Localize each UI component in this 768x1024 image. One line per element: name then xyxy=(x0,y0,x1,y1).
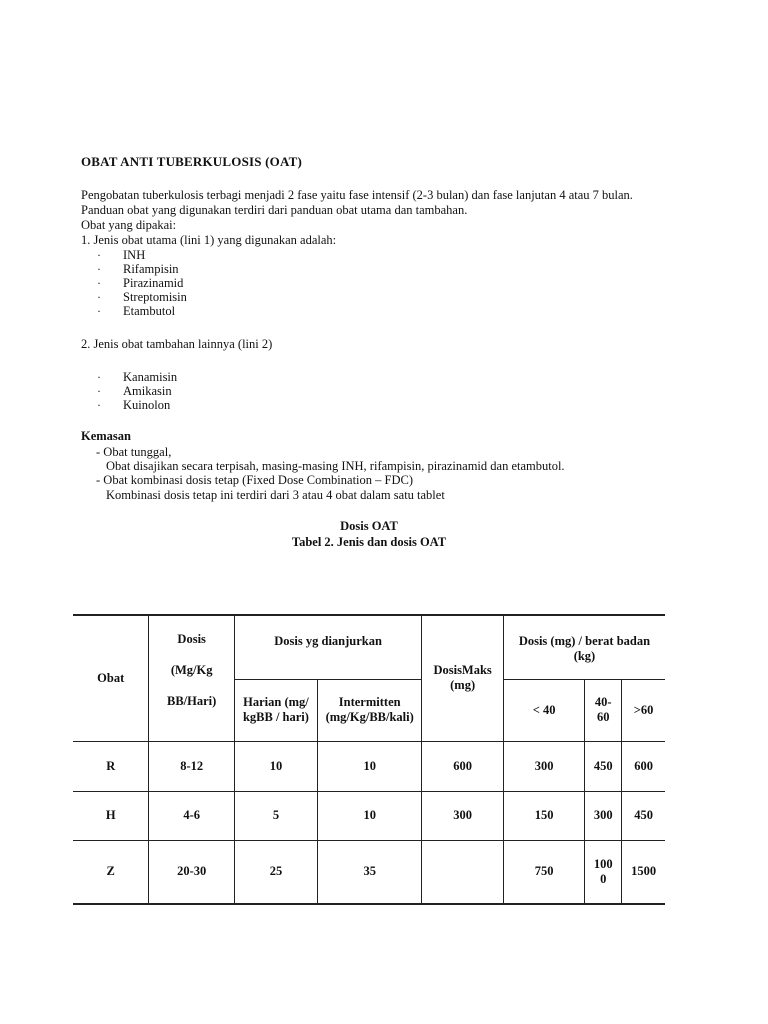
cell-harian: 10 xyxy=(234,741,317,791)
cell-dosis: 8-12 xyxy=(149,741,234,791)
list2-item: Kanamisin xyxy=(123,370,178,384)
list1-item: Streptomisin xyxy=(123,290,187,304)
header-bb-40-60: 40- 60 xyxy=(585,679,622,741)
table-caption-2: Tabel 2. Jenis dan dosis OAT xyxy=(291,535,447,549)
cell-bb2: 450 xyxy=(585,741,622,791)
list1-bullet: · xyxy=(97,248,101,262)
list1-item: Pirazinamid xyxy=(123,276,184,290)
intro-line-3: Obat yang dipakai: xyxy=(81,218,177,232)
header-harian: Harian (mg/ kgBB / hari) xyxy=(234,679,317,741)
intro-line-1: Pengobatan tuberkulosis terbagi menjadi 2 fase yaitu fase intensif (2-3 bulan) dan fase lanjutan 4 atau 7 bulan. xyxy=(81,188,633,202)
table-row xyxy=(73,791,665,840)
cell-intermitten: 10 xyxy=(318,741,422,791)
document-title: OBAT ANTI TUBERKULOSIS (OAT) xyxy=(81,154,303,169)
dose-table xyxy=(73,614,665,905)
table-row xyxy=(73,741,665,791)
list2-heading: 2. Jenis obat tambahan lainnya (lini 2) xyxy=(81,337,273,351)
header-dianjurkan: Dosis yg dianjurkan xyxy=(234,615,421,679)
header-intermitten: Intermitten (mg/Kg/BB/kali) xyxy=(318,679,422,741)
cell-bb1: 750 xyxy=(503,840,584,904)
table-caption-1: Dosis OAT xyxy=(340,519,398,533)
header-dosis-line: (Mg/Kg xyxy=(170,662,213,677)
list1-bullet: · xyxy=(97,290,101,304)
cell-obat: H xyxy=(73,791,149,840)
header-obat: Obat xyxy=(73,615,149,741)
list2-item: Amikasin xyxy=(123,384,172,398)
list1-item: Rifampisin xyxy=(123,262,179,276)
intro-line-2: Panduan obat yang digunakan terdiri dari panduan obat utama dan tambahan. xyxy=(81,203,468,217)
cell-harian: 25 xyxy=(234,840,317,904)
kemasan-item-1-desc: Obat disajikan secara terpisah, masing-masing INH, rifampisin, pirazinamid dan etambutol. xyxy=(106,459,565,473)
cell-bb3: 1500 xyxy=(622,840,665,904)
header-dosis xyxy=(149,615,234,741)
cell-bb1: 300 xyxy=(503,741,584,791)
kemasan-item-2: - Obat kombinasi dosis tetap (Fixed Dose Combination – FDC) xyxy=(96,473,413,487)
kemasan-item-1: - Obat tunggal, xyxy=(96,445,172,459)
list1-bullet: · xyxy=(97,276,101,290)
cell-dosis: 20-30 xyxy=(149,840,234,904)
header-dosis-line: Dosis xyxy=(177,631,206,646)
cell-bb1: 150 xyxy=(503,791,584,840)
list1-item: INH xyxy=(123,248,146,262)
header-bb-under-40: < 40 xyxy=(503,679,584,741)
list1-bullet: · xyxy=(97,262,101,276)
cell-bb2: 300 xyxy=(585,791,622,840)
cell-obat: R xyxy=(73,741,149,791)
header-berat-badan: Dosis (mg) / berat badan (kg) xyxy=(503,615,665,679)
cell-bb3: 450 xyxy=(622,791,665,840)
cell-maks: 300 xyxy=(422,791,504,840)
kemasan-heading: Kemasan xyxy=(81,429,131,443)
cell-intermitten: 35 xyxy=(318,840,422,904)
list2-bullet: · xyxy=(97,398,101,412)
header-dosis-maks: DosisMaks (mg) xyxy=(422,615,504,741)
table-row xyxy=(73,840,665,904)
list1-item: Etambutol xyxy=(123,304,176,318)
cell-obat: Z xyxy=(73,840,149,904)
cell-bb2: 100 0 xyxy=(585,840,622,904)
cell-dosis: 4-6 xyxy=(149,791,234,840)
header-dosis-line: BB/Hari) xyxy=(167,693,217,708)
list1-heading: 1. Jenis obat utama (lini 1) yang digunakan adalah: xyxy=(81,233,337,247)
kemasan-item-2-desc: Kombinasi dosis tetap ini terdiri dari 3 atau 4 obat dalam satu tablet xyxy=(106,488,445,502)
list2-bullet: · xyxy=(97,370,101,384)
header-bb-over-60: >60 xyxy=(622,679,665,741)
list2-item: Kuinolon xyxy=(123,398,171,412)
list1-bullet: · xyxy=(97,304,101,318)
cell-harian: 5 xyxy=(234,791,317,840)
cell-intermitten: 10 xyxy=(318,791,422,840)
list2-bullet: · xyxy=(97,384,101,398)
cell-maks xyxy=(422,840,504,904)
cell-bb3: 600 xyxy=(622,741,665,791)
cell-maks: 600 xyxy=(422,741,504,791)
